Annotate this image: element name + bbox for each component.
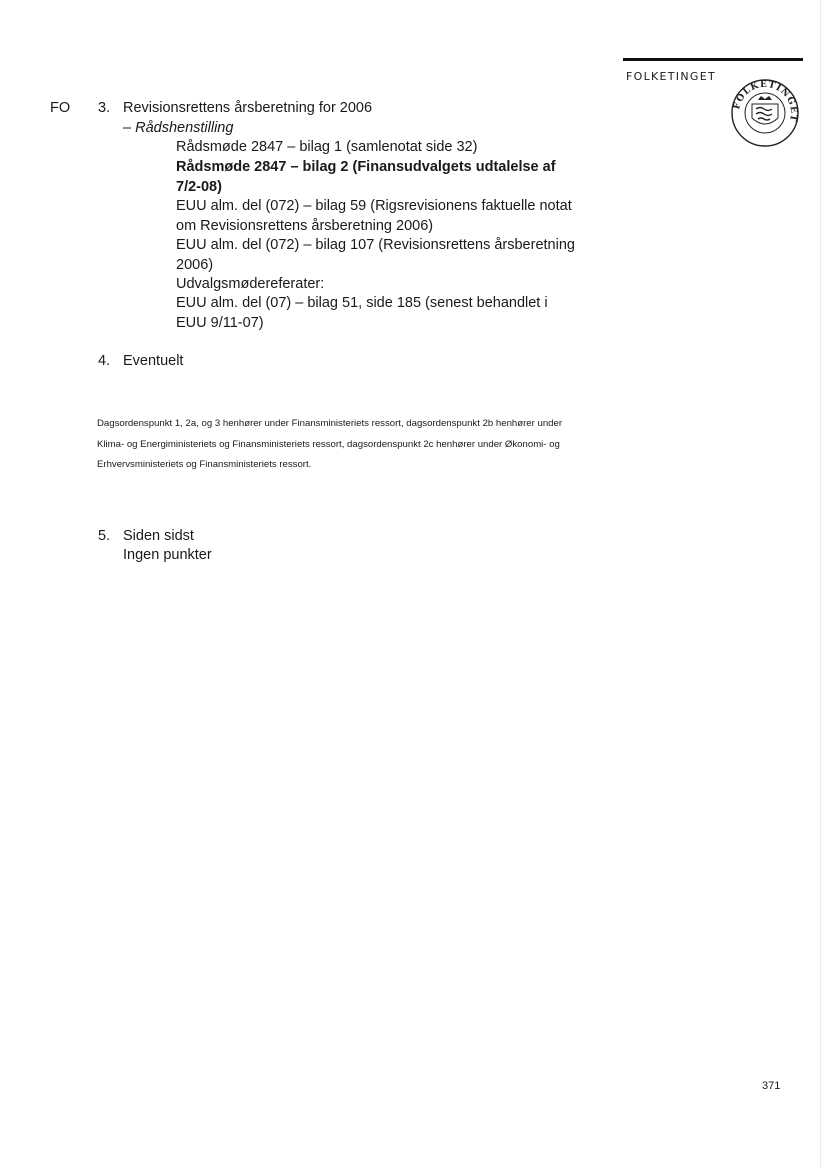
- seal-ring-text: FOLKETINGET: [732, 79, 799, 123]
- item-4-number: 4.: [98, 353, 111, 369]
- scan-edge: [820, 0, 822, 1167]
- item-3-subtitle: – Rådshenstilling: [123, 120, 234, 136]
- header-rule: [623, 58, 803, 61]
- reference-line: EUU alm. del (072) – bilag 59 (Rigsrevisionens faktuelle notat om Revisionsrettens årsberetning 2006): [176, 198, 572, 234]
- item-5-number: 5.: [98, 528, 111, 544]
- folketinget-seal-icon: [730, 78, 800, 148]
- item-3-title: Revisionsrettens årsberetning for 2006: [123, 100, 373, 116]
- reference-heading: Udvalgsmødereferater:: [176, 276, 325, 292]
- reference-line: Rådsmøde 2847 – bilag 2 (Finansudvalgets udtalelse af 7/2-08): [176, 159, 556, 195]
- page-number: 371: [762, 1080, 781, 1092]
- header-org-name: FOLKETINGET: [626, 70, 716, 83]
- reference-line: Rådsmøde 2847 – bilag 1 (samlenotat side 32): [176, 139, 478, 155]
- reference-line: EUU alm. del (072) – bilag 107 (Revisionsrettens årsberetning 2006): [176, 237, 575, 273]
- reference-line: EUU alm. del (07) – bilag 51, side 185 (senest behandlet i EUU 9/11-07): [176, 295, 548, 331]
- item-5-title: Siden sidst: [123, 528, 194, 544]
- item-4-title: Eventuelt: [123, 353, 184, 369]
- margin-mark: FO: [50, 100, 71, 116]
- item-5-body: Ingen punkter: [123, 547, 212, 563]
- responsibility-note: Dagsordenspunkt 1, 2a, og 3 henhører under Finansministeriets ressort, dagsordenspunkt 2b henhører under Klima- og Energiministeriets og Finansministeriets ressort, dagsordenspunkt 2c henhører under Økonomi- og Erhvervsministeriets og Finansministeriets ressort.: [97, 418, 563, 470]
- item-3-number: 3.: [98, 100, 111, 116]
